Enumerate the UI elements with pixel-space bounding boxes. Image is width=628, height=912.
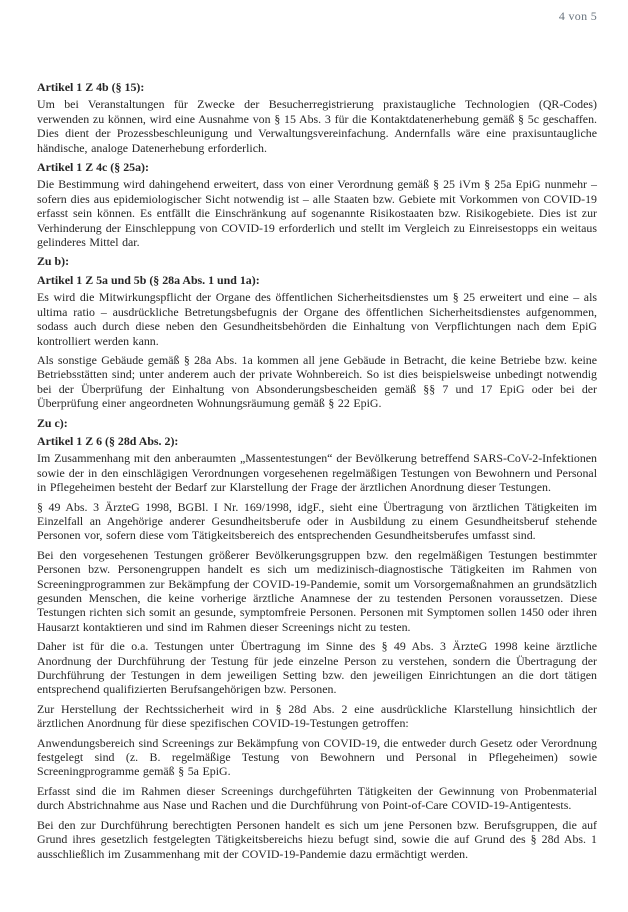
document-paragraph: Bei den vorgesehenen Testungen größerer Bevölkerungsgruppen bzw. den regelmäßigen Testungen bestimmter Personen bzw. Personengruppen handelt es sich um medizinisch-diagnostische Tätigkeiten im Rahmen von Screeningprogrammen zur Bekämpfung der COVID-19-Pandemie, somit um Vorsorgemaßnahmen an grundsätzlich gesunden Menschen, die keine vorherige ärztliche Anamnese der zu testenden Personen voraussetzen. Diese Testungen richten sich somit an gesunde, symptomfreie Personen. Personen mit Symptomen sollen 1450 oder ihren Hausarzt kontaktieren und sind im Rahmen dieser Screenings nicht zu testen. bbox=[37, 547, 597, 634]
document-heading: Artikel 1 Z 5a und 5b (§ 28a Abs. 1 und 1a): bbox=[37, 272, 260, 287]
document-paragraph: Erfasst sind die im Rahmen dieser Screenings durchgeführten Tätigkeiten der Gewinnung von Probenmaterial durch Abstrichnahme aus Nase und Rachen und die Durchführung von Point-of-Care COVID-19-Antigentests. bbox=[37, 783, 597, 813]
document-paragraph: Zur Herstellung der Rechtssicherheit wird in § 28d Abs. 2 eine ausdrückliche Klarstellung hinsichtlich der ärztlichen Anordnung für diese spezifischen COVID-19-Testungen getroffen: bbox=[37, 701, 597, 731]
document-paragraph: Die Bestimmung wird dahingehend erweitert, dass von einer Verordnung gemäß § 25 iVm § 25a EpiG nunmehr – sofern dies aus epidemiologischer Sicht notwendig ist – alle Staaten bzw. Gebiete mit Vorkommen von COVID-19 erfasst sein können. Es entfällt die Einschränkung auf sogenannte Risikostaaten bzw. Risikogebiete. Dies ist zur Verhinderung der Einschleppung von COVID-19 erforderlich und stellt im Vergleich zu Einreisestopps ein weitaus gelinderes Mittel dar. bbox=[37, 177, 597, 250]
document-heading: Zu c): bbox=[37, 415, 68, 430]
document-paragraph: § 49 Abs. 3 ÄrzteG 1998, BGBl. I Nr. 169/1998, idgF., sieht eine Übertragung von ärztlichen Tätigkeiten im Einzelfall an Angehörige anderer Gesundheitsberufe oder in Ausbildung zu einem Gesundheitsberuf stehende Personen vor, sofern diese vom Tätigkeitsbereich des entsprechenden Gesundheitsberufes umfasst sind. bbox=[37, 499, 597, 543]
page-number: 4 von 5 bbox=[558, 9, 597, 23]
document-paragraph: Es wird die Mitwirkungspflicht der Organe des öffentlichen Sicherheitsdienstes um § 25 erweitert und eine – als ultima ratio – ausdrückliche Betretungsbefugnis der Organe des öffentlichen Sicherheitsdienstes aufgenommen, sodass auch durch diese neben den Gesundheitsbehörden die Einhaltung von Verpflichtungen nach dem EpiG kontrolliert werden kann. bbox=[37, 290, 597, 348]
document-heading: Zu b): bbox=[37, 254, 70, 269]
document-heading: Artikel 1 Z 6 (§ 28d Abs. 2): bbox=[37, 433, 179, 448]
document-paragraph: Als sonstige Gebäude gemäß § 28a Abs. 1a kommen all jene Gebäude in Betracht, die keine Betriebe bzw. keine Betriebsstätten sind; unter anderem auch der private Wohnbereich. So ist dies beispielsweise unbedingt notwendig bei der Überprüfung der Einhaltung von Absonderungsbescheiden gemäß §§ 7 und 17 EpiG oder bei der Überprüfung einer angeordneten Wohnungsräumung gemäß § 22 EpiG. bbox=[37, 352, 597, 411]
document-paragraph: Im Zusammenhang mit den anberaumten „Massentestungen“ der Bevölkerung betreffend SARS-CoV-2-Infektionen sowie der in den einschlägigen Verordnungen vorgesehenen regelmäßigen Testungen von Bewohnern und Personal in Pflegeheimen besteht der Bedarf zur Klarstellung der Frage der ärztlichen Anordnung dieser Testungen. bbox=[37, 451, 597, 495]
document-body bbox=[37, 76, 597, 866]
document-heading: Artikel 1 Z 4b (§ 15): bbox=[37, 80, 145, 94]
document-heading: Artikel 1 Z 4c (§ 25a): bbox=[37, 160, 149, 175]
document-paragraph: Anwendungsbereich sind Screenings zur Bekämpfung von COVID-19, die entweder durch Gesetz oder Verordnung festgelegt sind (z. B. regelmäßige Testung von Bewohnern und Personal in Pflegeheimen) sowie Screeningprogramme gemäß § 5a EpiG. bbox=[37, 735, 597, 779]
document-paragraph: Daher ist für die o.a. Testungen unter Übertragung im Sinne des § 49 Abs. 3 ÄrzteG 1998 keine ärztliche Anordnung der Durchführung der Testung für jede einzelne Person zu verstehen, sondern die Übertragung der Durchführung der Testungen in dem jeweiligen Setting bzw. den jeweiligen Einrichtungen an die dort tätigen entsprechend qualifizierten Berufsangehörigen bzw. Personen. bbox=[37, 639, 597, 697]
document-paragraph: Um bei Veranstaltungen für Zwecke der Besucherregistrierung praxistaugliche Technologien (QR-Codes) verwenden zu können, wird eine Ausnahme von § 15 Abs. 3 für die Kontaktdatenerhebung gemäß § 5c geschaffen. Dies dient der Prozessbeschleunigung und Verwaltungsvereinfachung. Andernfalls wäre eine praxisuntaugliche händische, analoge Datenerhebung erforderlich. bbox=[37, 97, 597, 155]
document-paragraph: Bei den zur Durchführung berechtigten Personen handelt es sich um jene Personen bzw. Berufsgruppen, die auf Grund ihres gesetzlich festgelegten Tätigkeitsbereichs hiezu befugt sind, sowie die auf Grund des § 28d Abs. 1 ausschließlich im Zusammenhang mit der COVID-19-Pandemie dazu ermächtigt werden. bbox=[37, 817, 597, 861]
